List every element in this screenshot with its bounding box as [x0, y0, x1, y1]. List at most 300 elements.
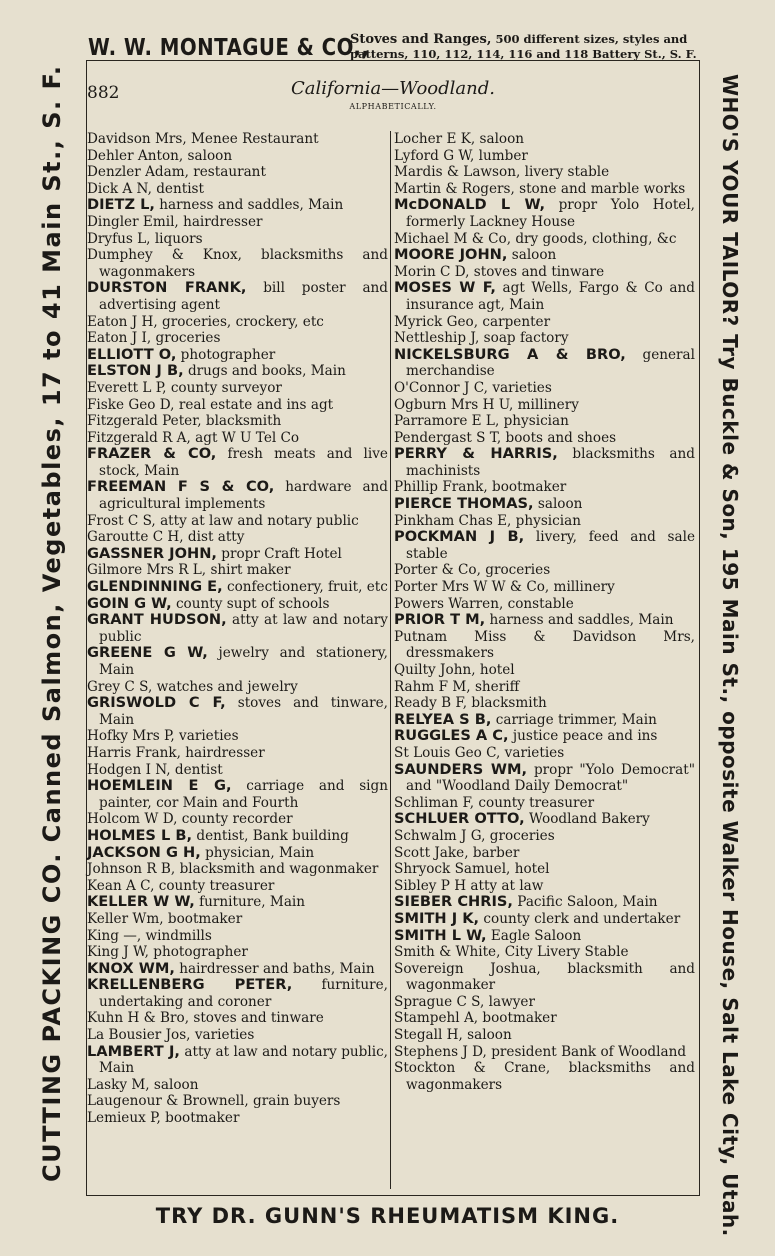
directory-entry [394, 828, 695, 845]
entry-name: ELLIOTT O, [87, 345, 177, 363]
directory-entry [394, 1027, 695, 1044]
directory-entry [87, 745, 388, 762]
entry-name: Powers Warren, [394, 595, 504, 612]
entry-description: general merchandise [406, 346, 695, 380]
entry-description: livery, feed and sale stable [406, 529, 695, 562]
directory-entry [87, 878, 388, 895]
entry-name: Locher E K, [394, 131, 476, 147]
entry-description: shirt maker [206, 562, 291, 579]
entry-description: saloon [533, 496, 583, 513]
entry-description: carriage and sign painter, cor Main and Fourth [99, 778, 388, 811]
directory-entry [394, 728, 695, 745]
entry-name: Phillip Frank, [394, 479, 488, 496]
entry-description: boots and shoes [501, 429, 617, 446]
entry-description: varieties [190, 1027, 255, 1044]
entry-description: hairdresser [180, 744, 265, 761]
directory-entry [394, 413, 695, 430]
directory-entry [87, 1093, 388, 1110]
directory-entry [394, 164, 695, 181]
entry-name: King —, [87, 927, 142, 944]
entry-description: stoves and tinware [189, 1010, 324, 1027]
directory-entry [87, 314, 388, 331]
entry-description: sheriff [470, 678, 520, 695]
directory-entry [394, 795, 695, 812]
directory-entry [87, 861, 388, 878]
entry-description: fresh meats and live stock, Main [99, 446, 388, 479]
entry-description: physician, Main [200, 844, 315, 861]
entry-description: blacksmith and wagonmaker [175, 861, 379, 878]
entry-description: dry goods, clothing, &c [511, 230, 677, 247]
entry-name: LAMBERT J, [87, 1042, 180, 1060]
entry-description: saloon [475, 131, 525, 147]
entry-description: millinery [549, 579, 615, 596]
directory-entry [87, 1077, 388, 1094]
directory-entry [394, 878, 695, 895]
entry-description: dentist [170, 761, 223, 778]
entry-name: Morin C D, [394, 263, 470, 280]
entry-name: Dryfus L, [87, 230, 151, 247]
entry-name: Eaton J I, [87, 330, 152, 347]
entry-name: FREEMAN F S & CO, [87, 478, 275, 496]
entry-description: saloon [149, 1076, 199, 1093]
entry-name: Kean A C, [87, 877, 155, 894]
entry-description: county treasurer [474, 794, 595, 811]
entry-name: Stockton & Crane, [394, 1060, 551, 1077]
directory-entry [394, 479, 695, 496]
directory-entry [87, 148, 388, 165]
directory-entry [87, 330, 388, 347]
entry-description: carpenter [478, 313, 551, 330]
directory-entry [87, 728, 388, 745]
entry-description: carriage trimmer, Main [491, 711, 657, 728]
entry-description: millinery [513, 396, 579, 413]
entry-name: GASSNER JOHN, [87, 544, 217, 562]
directory-entry [394, 745, 695, 762]
directory-entry [394, 347, 695, 380]
directory-entry [87, 430, 388, 447]
entry-description: blacksmiths and wagonmakers [99, 247, 388, 280]
entry-name: Stegall H, [394, 1027, 463, 1044]
entry-description: bootmaker [163, 910, 243, 927]
directory-entry [87, 645, 388, 678]
entry-name: Nettleship J, [394, 330, 480, 347]
directory-entry [87, 961, 388, 978]
entry-name: Hodgen I N, [87, 761, 171, 778]
directory-entry [87, 479, 388, 512]
top-ad-details: 500 different sizes, styles and patterns, 110, 112, 114, 116 and 118 Battery St., S. F. [350, 32, 697, 61]
entry-name: GRISWOLD C F, [87, 694, 226, 712]
entry-name: ELSTON J B, [87, 362, 184, 380]
entry-name: DURSTON FRANK, [87, 279, 247, 297]
entry-description: Pacific Saloon, Main [512, 894, 658, 911]
entry-description: photographer [176, 346, 276, 363]
directory-entry [87, 363, 388, 380]
directory-entry [394, 314, 695, 331]
entry-name: SCHLUER OTTO, [394, 810, 525, 828]
entry-name: MOSES W F, [394, 279, 496, 297]
entry-name: Schliman F, [394, 794, 475, 811]
entry-name: Gilmore Mrs R L, [87, 562, 207, 579]
directory-entry [394, 629, 695, 662]
directory-entry [87, 181, 388, 198]
directory-entry [87, 944, 388, 961]
directory-entry [394, 994, 695, 1011]
directory-entry [394, 662, 695, 679]
entry-description: jewelry and stationery, Main [99, 645, 388, 678]
entry-description: varieties [488, 379, 552, 396]
directory-entry [87, 612, 388, 645]
entry-description: atty at law and notary public [155, 512, 359, 529]
directory-entry [394, 579, 695, 596]
entry-description: grain buyers [248, 1093, 341, 1110]
bottom-advertisement: TRY DR. GUNN'S RHEUMATISM KING. [155, 1204, 620, 1228]
entry-name: Putnam Miss & Davidson Mrs, [394, 628, 695, 645]
directory-entry [87, 446, 388, 479]
entry-description: hairdresser [178, 213, 263, 230]
entry-name: McDONALD L W, [394, 196, 546, 214]
entry-description: varieties [500, 744, 565, 761]
entry-name: Dick A N, [87, 180, 152, 197]
directory-entry [87, 778, 388, 811]
entry-name: Myrick Geo, [394, 313, 479, 330]
entry-name: Stephens J D, [394, 1043, 487, 1060]
entry-description: furniture, undertaking and coroner [99, 977, 388, 1010]
entry-name: SIEBER CHRIS, [394, 893, 513, 911]
directory-entry [394, 928, 695, 945]
top-ad-company-name: W. W. MONTAGUE & CO., [88, 35, 370, 61]
entry-name: PRIOR T M, [394, 611, 486, 629]
entry-name: Dingler Emil, [87, 213, 179, 230]
entry-name: KRELLENBERG PETER, [87, 976, 293, 994]
entry-name: Schwalm J G, [394, 827, 486, 844]
directory-entry [87, 546, 388, 563]
column-divider [390, 131, 391, 1189]
entry-name: Lemieux P, [87, 1110, 161, 1127]
directory-entry [394, 845, 695, 862]
entry-description: saloon [183, 147, 233, 164]
entry-name: POCKMAN J B, [394, 528, 525, 546]
entry-name: O'Connor J C, [394, 379, 488, 396]
entry-description: blacksmith [467, 695, 547, 712]
directory-entry [87, 529, 388, 546]
entry-description: propr "Yolo Democrat" and "Woodland Daily Democrat" [406, 761, 695, 795]
directory-entry [87, 1010, 388, 1027]
directory-entry [394, 380, 695, 397]
entry-description: City Livery Stable [500, 944, 629, 961]
entry-description: blacksmiths and wagonmakers [406, 1060, 695, 1093]
entry-description: county clerk and undertaker [479, 910, 681, 927]
entry-description: propr Craft Hotel [216, 545, 342, 562]
entry-name: Sibley P H [394, 877, 467, 894]
entry-description: hotel [510, 861, 550, 878]
directory-entry [87, 1110, 388, 1127]
entry-name: SMITH L W, [394, 926, 487, 944]
entry-name: Lasky M, [87, 1076, 150, 1093]
entry-description: atty at law and notary public, Main [99, 1043, 388, 1077]
directory-entry [394, 612, 695, 629]
entry-description: hardware and agricultural implements [99, 479, 389, 513]
entry-name: RELYEA S B, [394, 710, 492, 728]
entry-description: restaurant [188, 164, 266, 181]
entry-name: Holcom W D, [87, 811, 178, 828]
entry-description: blacksmith and wagonmaker [406, 960, 696, 994]
directory-entry [87, 197, 388, 214]
entry-description: bootmaker [478, 1010, 557, 1027]
directory-entry [87, 828, 388, 845]
entry-name: Michael M & Co, [394, 230, 512, 247]
entry-name: Denzler Adam, [87, 164, 189, 181]
directory-entry [394, 596, 695, 613]
entry-name: Johnson R B, [87, 861, 176, 878]
entry-description: stoves and tinware, Main [99, 695, 388, 728]
entry-name: Shryock Samuel, [394, 861, 511, 878]
directory-entry [394, 1060, 695, 1093]
entry-description: groceries, crockery, etc [157, 313, 324, 330]
entry-name: Ogburn Mrs H U, [394, 396, 514, 413]
entry-description: liquors [150, 230, 203, 247]
entry-description: atty at law and notary public [99, 612, 388, 645]
entry-name: Parramore E L, [394, 413, 500, 430]
entry-description: physician [511, 512, 581, 529]
entry-name: Porter & Co, [394, 562, 481, 579]
top-advertisement [88, 30, 708, 64]
entry-description: blacksmith [201, 413, 282, 430]
entry-description: president Bank of Woodland [486, 1043, 687, 1060]
directory-entry [394, 695, 695, 712]
page-title: California—Woodland. [290, 78, 495, 99]
directory-entry [87, 1044, 388, 1077]
directory-entry [394, 131, 695, 148]
entry-description: hotel [475, 662, 515, 678]
directory-entry [394, 197, 695, 230]
entry-name: Harris Frank, [87, 744, 181, 761]
entry-name: Sovereign Joshua, [394, 960, 541, 977]
entry-name: NICKELSBURG A & BRO, [394, 345, 626, 363]
directory-entry [87, 231, 388, 248]
page-number: 882 [87, 83, 120, 103]
entry-description: groceries [485, 827, 555, 844]
entry-description: hairdresser and baths, Main [174, 960, 375, 977]
entry-description: barber [468, 844, 520, 861]
entry-description: agt W U Tel Co [190, 429, 300, 446]
directory-entry [394, 894, 695, 911]
entry-description: Menee Restaurant [186, 131, 319, 147]
entry-description: photographer [148, 944, 248, 961]
entry-description: dressmakers [406, 645, 494, 662]
entry-description: stone and marble works [514, 180, 686, 197]
directory-entry [87, 762, 388, 779]
entry-description: agt Wells, Fargo & Co and insurance agt, Main [406, 280, 695, 313]
entry-name: PERRY & HARRIS, [394, 445, 558, 463]
entry-name: Garoutte C H, [87, 529, 184, 546]
directory-entry [394, 446, 695, 479]
entry-name: Davidson Mrs, [87, 131, 187, 147]
directory-entry [87, 214, 388, 231]
directory-entry [87, 413, 388, 430]
directory-entry [394, 811, 695, 828]
page-subtitle: ALPHABETICALLY. [349, 102, 437, 111]
entry-description: groceries [151, 330, 221, 347]
entry-description: blacksmiths and machinists [406, 446, 695, 479]
entry-description: lawyer [484, 993, 535, 1010]
entry-description: real estate and ins agt [174, 396, 334, 413]
entry-description: county treasurer [154, 877, 275, 894]
directory-entry [87, 164, 388, 181]
page-header [87, 61, 699, 116]
directory-entry [394, 397, 695, 414]
entry-description: bootmaker [487, 479, 567, 496]
entry-name: Scott Jake, [394, 844, 469, 861]
entry-name: Lyford G W, [394, 147, 475, 164]
entry-name: Everett L P, [87, 379, 167, 396]
directory-entry [87, 380, 388, 397]
entry-description: watches and jewelry [152, 678, 298, 695]
directory-entry [87, 513, 388, 530]
entry-name: Fitzgerald R A, [87, 429, 191, 446]
entry-name: SMITH J K, [394, 909, 480, 927]
entry-description: county supt of schools [171, 595, 330, 612]
entry-name: Sprague C S, [394, 993, 485, 1010]
entry-description: physician [499, 413, 569, 430]
directory-entry [87, 928, 388, 945]
directory-entry [87, 977, 388, 1010]
entry-name: DIETZ L, [87, 196, 155, 214]
entry-description: constable [503, 595, 574, 612]
entry-description: stoves and tinware [469, 263, 605, 280]
entry-name: FRAZER & CO, [87, 445, 217, 463]
directory-entry [87, 579, 388, 596]
entry-name: Keller Wm, [87, 910, 164, 927]
right-column-listing [394, 131, 695, 1093]
entry-name: Dehler Anton, [87, 147, 184, 164]
entry-name: Ready B F, [394, 695, 468, 712]
entry-description: soap factory [479, 330, 569, 347]
directory-entry [394, 430, 695, 447]
entry-description: varieties [174, 728, 239, 745]
entry-name: GLENDINNING E, [87, 578, 223, 596]
entry-description: propr Yolo Hotel, formerly Lackney House [406, 197, 695, 230]
directory-entry [87, 811, 388, 828]
directory-entry [394, 513, 695, 530]
directory-entry [394, 562, 695, 579]
directory-entry [394, 148, 695, 165]
entry-name: KELLER W W, [87, 893, 195, 911]
entry-name: King J W, [87, 944, 149, 961]
directory-entry [87, 1027, 388, 1044]
entry-name: Stampehl A, [394, 1010, 479, 1027]
directory-entry [394, 1044, 695, 1061]
entry-description: drugs and books, Main [183, 363, 346, 380]
entry-description: harness and saddles, Main [154, 197, 344, 214]
entry-description: livery stable [520, 164, 610, 181]
entry-description: confectionery, fruit, etc [222, 579, 388, 596]
directory-entry [394, 712, 695, 729]
entry-description: dentist [151, 180, 204, 197]
directory-entry [87, 596, 388, 613]
entry-name: St Louis Geo C, [394, 744, 501, 761]
entry-name: GRANT HUDSON, [87, 611, 227, 629]
directory-entry [394, 944, 695, 961]
entry-name: Quilty John, [394, 662, 476, 678]
entry-description: saloon [507, 247, 557, 264]
entry-name: Smith & White, [394, 944, 501, 961]
entry-name: PIERCE THOMAS, [394, 495, 534, 513]
entry-name: GREENE G W, [87, 644, 208, 662]
directory-entry [394, 231, 695, 248]
directory-entry [394, 1010, 695, 1027]
entry-name: MOORE JOHN, [394, 246, 508, 264]
right-margin-advertisement: WHO'S YOUR TAILOR? Try Buckle & Son, 195 Main St., opposite Walker House, Salt Lake City, Utah. [718, 74, 742, 1237]
directory-entry [87, 562, 388, 579]
directory-entry [87, 695, 388, 728]
directory-page-frame [86, 60, 700, 1196]
entry-name: Frost C S, [87, 512, 156, 529]
entry-name: SAUNDERS WM, [394, 760, 528, 778]
entry-name: HOEMLEIN E G, [87, 777, 232, 795]
directory-entry [87, 131, 388, 148]
directory-entry [87, 911, 388, 928]
directory-entry [394, 961, 695, 994]
entry-description: dentist, Bank building [192, 827, 349, 844]
entry-description: bootmaker [160, 1110, 240, 1127]
entry-name: Eaton J H, [87, 313, 158, 330]
entry-description: lumber [474, 147, 528, 164]
directory-entry [87, 247, 388, 280]
left-margin-advertisement: CUTTING PACKING CO. Canned Salmon, Vegetables, 17 to 41 Main St., S. F. [38, 64, 66, 1182]
entry-name: La Bousier Jos, [87, 1027, 191, 1044]
directory-entry [87, 679, 388, 696]
entry-description: atty at law [466, 877, 544, 894]
directory-entry [394, 330, 695, 347]
top-ad-description [350, 32, 706, 61]
entry-name: Pendergast S T, [394, 429, 502, 446]
directory-entry [394, 762, 695, 795]
directory-entry [394, 264, 695, 281]
entry-name: Mardis & Lawson, [394, 164, 521, 181]
top-ad-lead: Stoves and Ranges, [350, 32, 492, 47]
entry-description: saloon [462, 1027, 512, 1044]
entry-description: groceries [480, 562, 551, 579]
entry-name: Fiske Geo D, [87, 396, 175, 413]
entry-name: Kuhn H & Bro, [87, 1010, 190, 1027]
entry-name: RUGGLES A C, [394, 727, 509, 745]
entry-description: county surveyor [166, 379, 282, 396]
entry-name: Pinkham Chas E, [394, 512, 512, 529]
entry-description: justice peace and ins [508, 728, 658, 745]
entry-description: county recorder [177, 811, 293, 828]
entry-description: windmills [141, 927, 212, 944]
directory-entry [394, 181, 695, 198]
entry-name: GOIN G W, [87, 594, 172, 612]
entry-name: Grey C S, [87, 678, 153, 695]
directory-entry [87, 845, 388, 862]
entry-name: HOLMES L B, [87, 826, 193, 844]
entry-description: harness and saddles, Main [485, 612, 674, 629]
left-column-listing [87, 131, 388, 1127]
entry-name: Dumphey & Knox, [87, 247, 242, 264]
entry-description: dist atty [183, 529, 245, 546]
entry-name: Fitzgerald Peter, [87, 413, 202, 430]
directory-entry [394, 529, 695, 562]
directory-entry [87, 397, 388, 414]
entry-description: bill poster and advertising agent [99, 280, 389, 313]
directory-entry [394, 861, 695, 878]
directory-entry [87, 280, 388, 313]
directory-entry [394, 496, 695, 513]
entry-name: Hofky Mrs P, [87, 728, 175, 745]
directory-entry [394, 679, 695, 696]
entry-name: KNOX WM, [87, 959, 175, 977]
